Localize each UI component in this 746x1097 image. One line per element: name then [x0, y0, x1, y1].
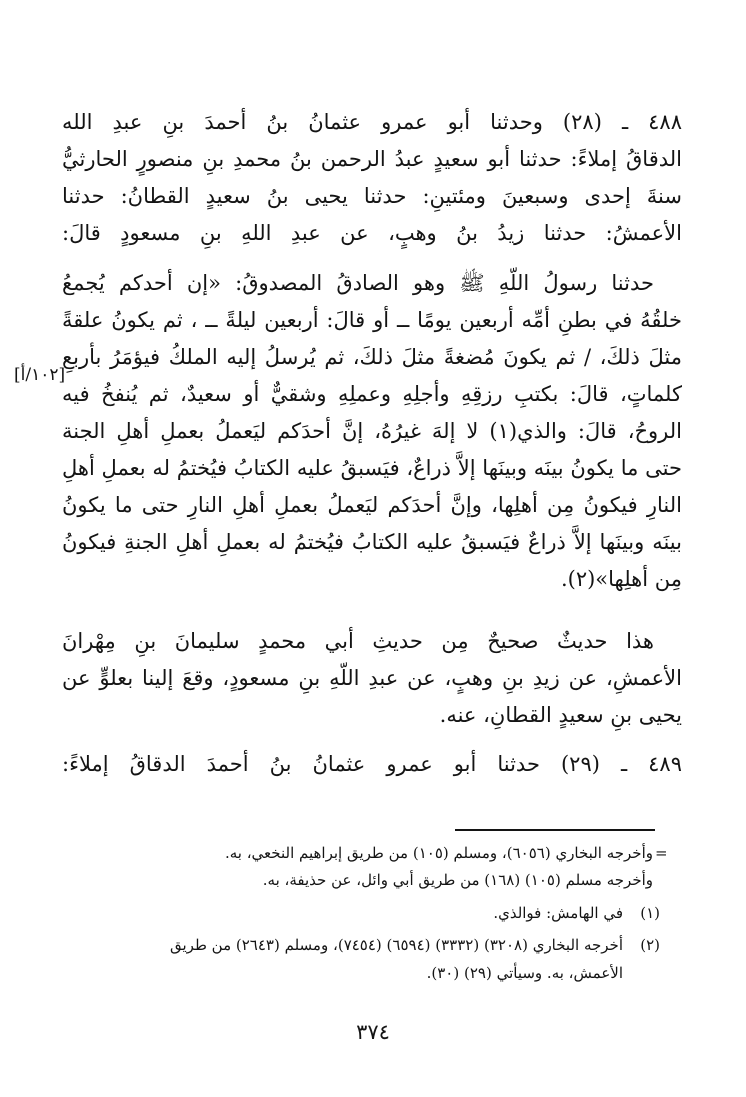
commentary-line-2: الأعمشِ، عن زيدِ بنِ وهبٍ، عن عبدِ اللّهِ بنِ مسعودٍ، وقعَ إلينا بعلوٍّ عن: [62, 666, 682, 690]
footnote-continuation-line-2: وأخرجه مسلم (١٠٥) (١٦٨) من طريق أبي وائل، عن حذيفة، به.: [262, 871, 653, 889]
hadith-488-line-10: حتى ما يكونُ بينَه وبينَها إلاَّ ذراعٌ، فيَسبقُ عليه الكتابُ فيُختمُ له بعملِ أهلِ: [62, 456, 682, 480]
footnote-2-text-line-2: الأعمش، به. وسيأتي (٢٩) (٣٠).: [426, 964, 623, 982]
manuscript-folio-marker: [١٠٢/أ]: [14, 365, 66, 385]
hadith-488-line-3: سنةَ إحدى وسبعينَ ومئتينِ: حدثنا يحيى بنُ سعيدٍ القطانُ: حدثنا: [62, 184, 682, 208]
page-number: ٣٧٤: [356, 1020, 390, 1044]
hadith-488-line-13: مِن أهلِها»(٢).: [560, 567, 682, 591]
hadith-488-line-11: النارِ فيكونُ مِن أهلِها، وإنَّ أحدَكم ليَعملُ بعملِ أهلِ النارِ حتى ما يكونُ: [62, 493, 682, 517]
footnote-2-text-line-1: أخرجه البخاري (٣٢٠٨) (٣٣٣٢) (٦٥٩٤) (٧٤٥٤)، ومسلم (٢٦٤٣) من طريق: [170, 936, 623, 954]
hadith-488-line-12: بينَه وبينَها إلاَّ ذراعٌ فيَسبقُ عليه الكتابُ فيُختمُ له بعملِ أهلِ الجنةِ فيكونُ: [62, 530, 682, 554]
hadith-489-line-1: ٤٨٩ ـ (٢٩) حدثنا أبو عمرو عثمانُ بنُ أحمدَ الدقاقُ إملاءً:: [62, 752, 682, 776]
hadith-488-line-5: حدثنا رسولُ اللّهِ ﷺ وهو الصادقُ المصدوقُ: «إن أحدكم يُجمعُ: [62, 271, 654, 295]
footnote-continuation-line-1: وأخرجه البخاري (٦٠٥٦)، ومسلم (١٠٥) من طريق إبراهيم النخعي، به.: [224, 844, 653, 862]
footnote-1-number: (١): [640, 904, 660, 922]
hadith-488-line-1: ٤٨٨ ـ (٢٨) وحدثنا أبو عمرو عثمانُ بنُ أحمدَ بنِ عبدِ الله: [62, 110, 682, 134]
hadith-488-line-2: الدقاقُ إملاءً: حدثنا أبو سعيدٍ عبدُ الرحمن بنُ محمدِ بنِ منصورٍ الحارثيُّ: [62, 147, 682, 171]
footnote-continuation-mark: =: [655, 844, 668, 862]
hadith-488-line-7: مثلَ ذلكَ، / ثم يكونَ مُضغةً مثلَ ذلكَ، ثم يُرسلُ إليه الملكُ فيؤمَرُ بأربعِ: [62, 345, 682, 369]
commentary-line-1: هذا حديثٌ صحيحٌ مِن حديثِ أبي محمدٍ سليمانَ بنِ مِهْرانَ: [62, 629, 654, 653]
commentary-line-3: يحيى بنِ سعيدٍ القطانِ، عنه.: [439, 703, 682, 727]
hadith-488-line-8: كلماتٍ، قالَ: بكتبِ رزقِهِ وأجلِهِ وعملِهِ وشقيٌّ أو سعيدٌ، ثم يُنفخُ فيه: [62, 382, 682, 406]
hadith-488-line-9: الروحُ، قالَ: والذي(١) لا إلهَ غيرُهُ، إنَّ أحدَكم ليَعملُ بعملِ أهلِ الجنة: [62, 419, 682, 443]
footnote-separator: [455, 829, 655, 831]
hadith-488-line-4: الأعمشُ: حدثنا زيدُ بنُ وهبٍ، عن عبدِ اللهِ بنِ مسعودٍ قالَ:: [62, 221, 682, 245]
hadith-488-line-6: خلقُهُ في بطنِ أمِّه أربعين يومًا ــ أو قالَ: أربعين ليلةً ــ ، ثم يكونُ علقةً: [62, 308, 682, 332]
footnote-2-number: (٢): [640, 936, 660, 954]
footnote-1-text: في الهامش: فوالذي.: [493, 904, 623, 922]
